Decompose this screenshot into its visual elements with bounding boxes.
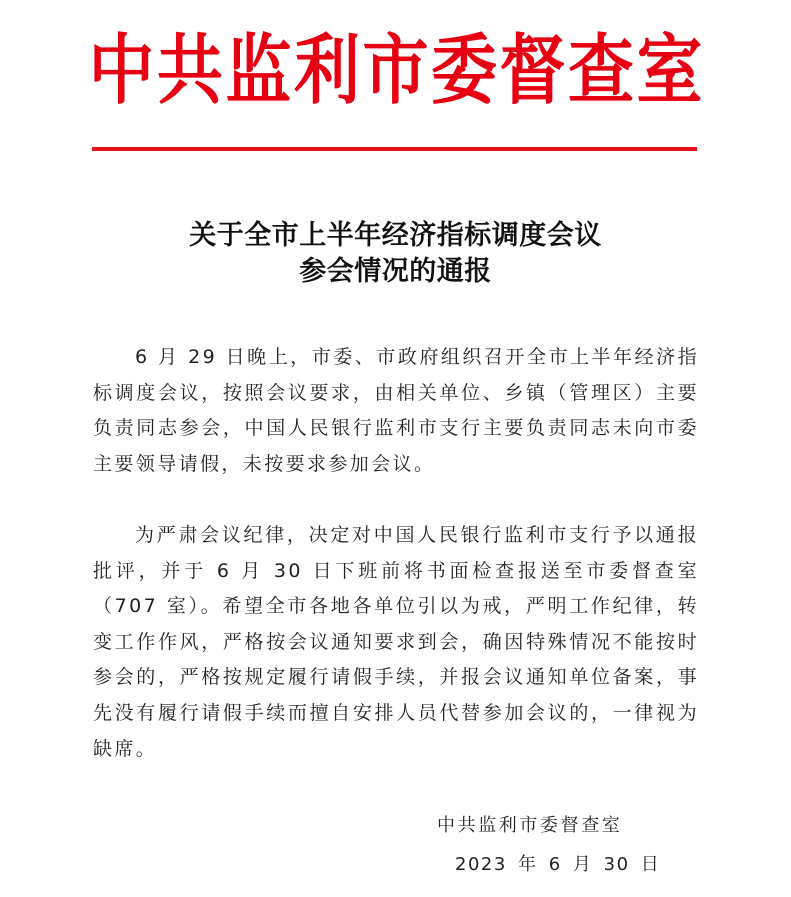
masthead-char: 市 xyxy=(362,25,429,115)
document-title-line-2: 参会情况的通报 xyxy=(299,256,492,287)
masthead-char: 室 xyxy=(636,25,703,115)
masthead-char: 查 xyxy=(568,25,634,115)
body-paragraph-2: 为严肃会议纪律，决定对中国人民银行监利市支行予以通报批评，并于 6 月 30 日下班前将书面检查报送至市委督查室（707 室）。希望全市各地各单位引以为戒，严明工作纪律，转变工作作风，严格按会议通知要求到会，确因特殊情况不能按时参会的，严格按规定履行请假手续，并报会议通知单位备案，事先没有履行请假手续而擅自安排人员代替参加会议的，一律视为缺席。 xyxy=(93,524,699,760)
signature-date: 2023 年 6 月 30 日 xyxy=(455,854,661,875)
masthead-char: 共 xyxy=(157,25,223,115)
masthead-char: 监 xyxy=(225,25,292,115)
signature-organization: 中共监利市委督查室 xyxy=(437,815,623,836)
masthead-char: 督 xyxy=(499,25,566,115)
masthead-char: 委 xyxy=(431,25,497,115)
document-title-line-1: 关于全市上半年经济指标调度会议 xyxy=(189,220,602,251)
masthead-char: 利 xyxy=(294,25,360,115)
red-divider-rule xyxy=(92,147,697,151)
masthead-char: 中 xyxy=(88,25,155,115)
masthead-title xyxy=(88,24,703,116)
body-paragraph-1: 6 月 29 日晚上，市委、市政府组织召开全市上半年经济指标调度会议，按照会议要求，由相关单位、乡镇（管理区）主要负责同志参会，中国人民银行监利市支行主要负责同志未向市委主要领导请假，未按要求参加会议。 xyxy=(93,346,699,475)
